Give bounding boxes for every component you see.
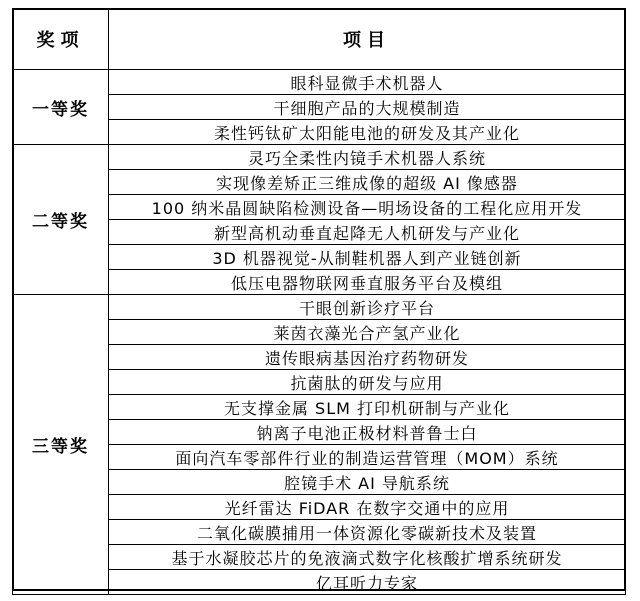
project-cell: 面向汽车零部件行业的制造运营管理（MOM）系统 — [109, 445, 626, 470]
project-cell: 干眼创新诊疗平台 — [109, 295, 626, 320]
award-level-third: 三等奖 — [13, 295, 109, 595]
table-outer-border — [12, 8, 626, 591]
project-cell: 钠离子电池正极材料普鲁士白 — [109, 420, 626, 445]
project-cell: 新型高机动垂直起降无人机研发与产业化 — [109, 220, 626, 245]
project-cell: 灵巧全柔性内镜手术机器人系统 — [109, 145, 626, 170]
project-cell: 干细胞产品的大规模制造 — [109, 95, 626, 120]
award-level-second: 二等奖 — [13, 145, 109, 295]
project-cell: 实现像差矫正三维成像的超级 AI 像感器 — [109, 170, 626, 195]
project-cell: 光纤雷达 FiDAR 在数字交通中的应用 — [109, 495, 626, 520]
project-cell: 低压电器物联网垂直服务平台及模组 — [109, 270, 626, 295]
project-cell: 基于水凝胶芯片的免液滴式数字化核酸扩增系统研发 — [109, 545, 626, 570]
award-column-header: 奖项 — [13, 9, 109, 70]
project-column-header: 项目 — [109, 9, 626, 70]
project-cell: 遗传眼病基因治疗药物研发 — [109, 345, 626, 370]
project-cell: 100 纳米晶圆缺陷检测设备—明场设备的工程化应用开发 — [109, 195, 626, 220]
award-level-first: 一等奖 — [13, 70, 109, 145]
project-cell: 无支撑金属 SLM 打印机研制与产业化 — [109, 395, 626, 420]
project-cell: 腔镜手术 AI 导航系统 — [109, 470, 626, 495]
project-cell: 亿耳听力专家 — [109, 570, 626, 595]
project-cell: 眼科显微手术机器人 — [109, 70, 626, 95]
project-cell: 柔性钙钛矿太阳能电池的研发及其产业化 — [109, 120, 626, 145]
project-cell: 二氧化碳膜捕用一体资源化零碳新技术及装置 — [109, 520, 626, 545]
project-cell: 抗菌肽的研发与应用 — [109, 370, 626, 395]
project-cell: 莱茵衣藻光合产氢产业化 — [109, 320, 626, 345]
project-cell: 3D 机器视觉-从制鞋机器人到产业链创新 — [109, 245, 626, 270]
